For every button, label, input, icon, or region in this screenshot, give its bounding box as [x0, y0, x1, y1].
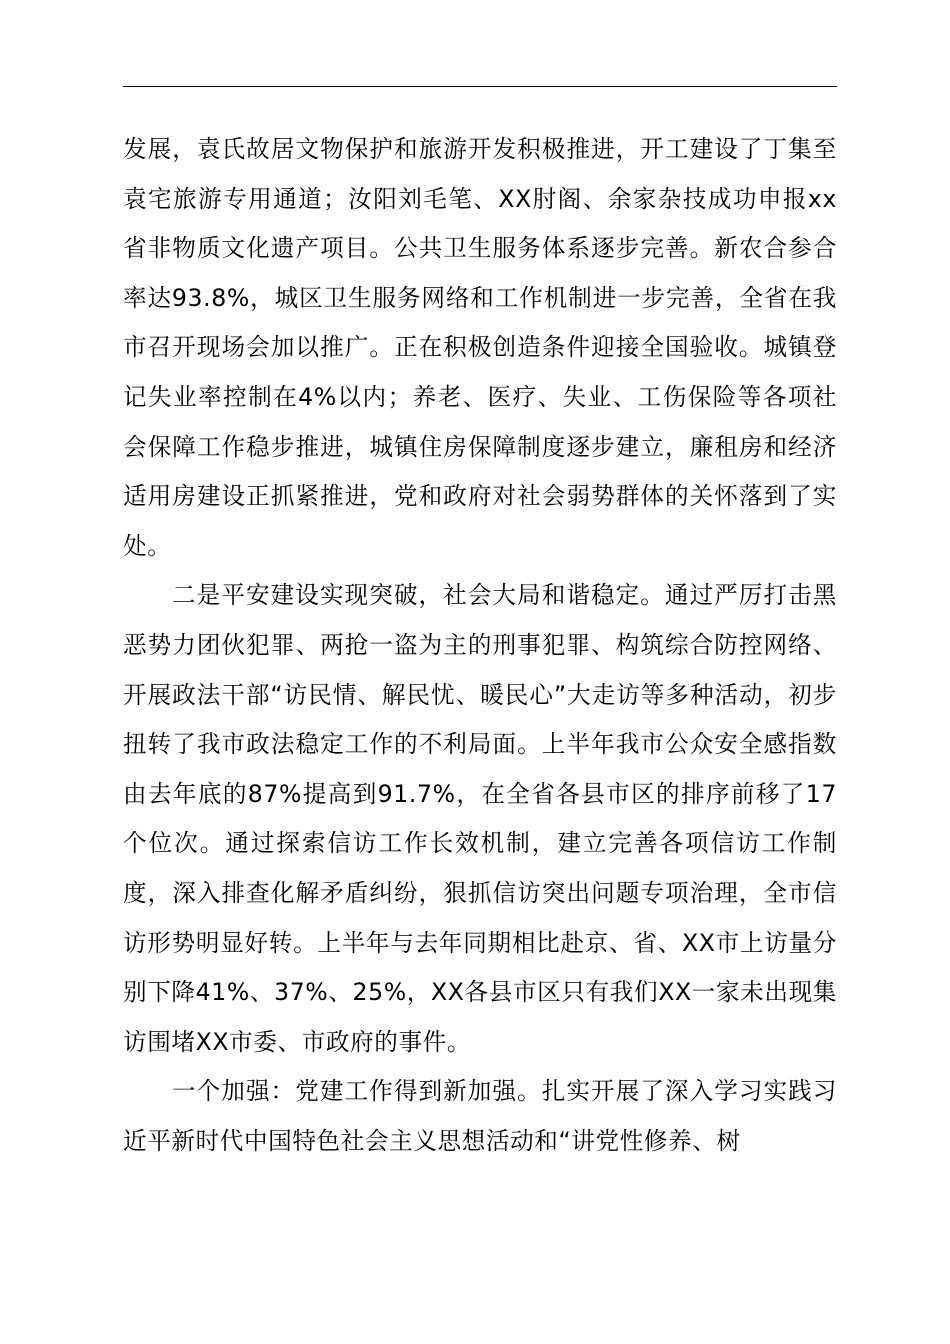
paragraph-party-building: 一个加强：党建工作得到新加强。扎实开展了深入学习实践习近平新时代中国特色社会主义思想活动和“讲党性修养、树 [123, 1077, 837, 1155]
paragraph-social-services: 发展，袁氏故居文物保护和旅游开发积极推进，开工建设了丁集至袁宅旅游专用通道；汝阳刘毛笔、XX肘阁、余家杂技成功申报xx省非物质文化遗产项目。公共卫生服务体系逐步完善。新农合参合率达93.8%，城区卫生服务网络和工作机制进一步完善，全省在我市召开现场会加以推广。正在积极创造条件迎接全国验收。城镇登记失业率控制在4%以内；养老、医疗、失业、工伤保险等各项社会保障工作稳步推进，城镇住房保障制度逐步建立，廉租房和经济适用房建设正抓紧推进，党和政府对社会弱势群体的关怀落到了实处。 [123, 135, 837, 560]
header-rule [123, 86, 837, 87]
body-text [123, 125, 837, 1166]
paragraph-public-safety: 二是平安建设实现突破，社会大局和谐稳定。通过严厉打击黑恶势力团伙犯罪、两抢一盗为主的刑事犯罪、构筑综合防控网络、开展政法干部“访民情、解民忧、暖民心”大走访等多种活动，初步扭转了我市政法稳定工作的不利局面。上半年我市公众安全感指数由去年底的87%提高到91.7%，在全省各县市区的排序前移了17个位次。通过探索信访工作长效机制，建立完善各项信访工作制度，深入排查化解矛盾纠纷，狠抓信访突出问题专项治理，全市信访形势明显好转。上半年与去年同期相比赴京、省、XX市上访量分别下降41%、37%、25%，XX各县市区只有我们XX一家未出现集访围堵XX市委、市政府的事件。 [123, 581, 837, 1056]
